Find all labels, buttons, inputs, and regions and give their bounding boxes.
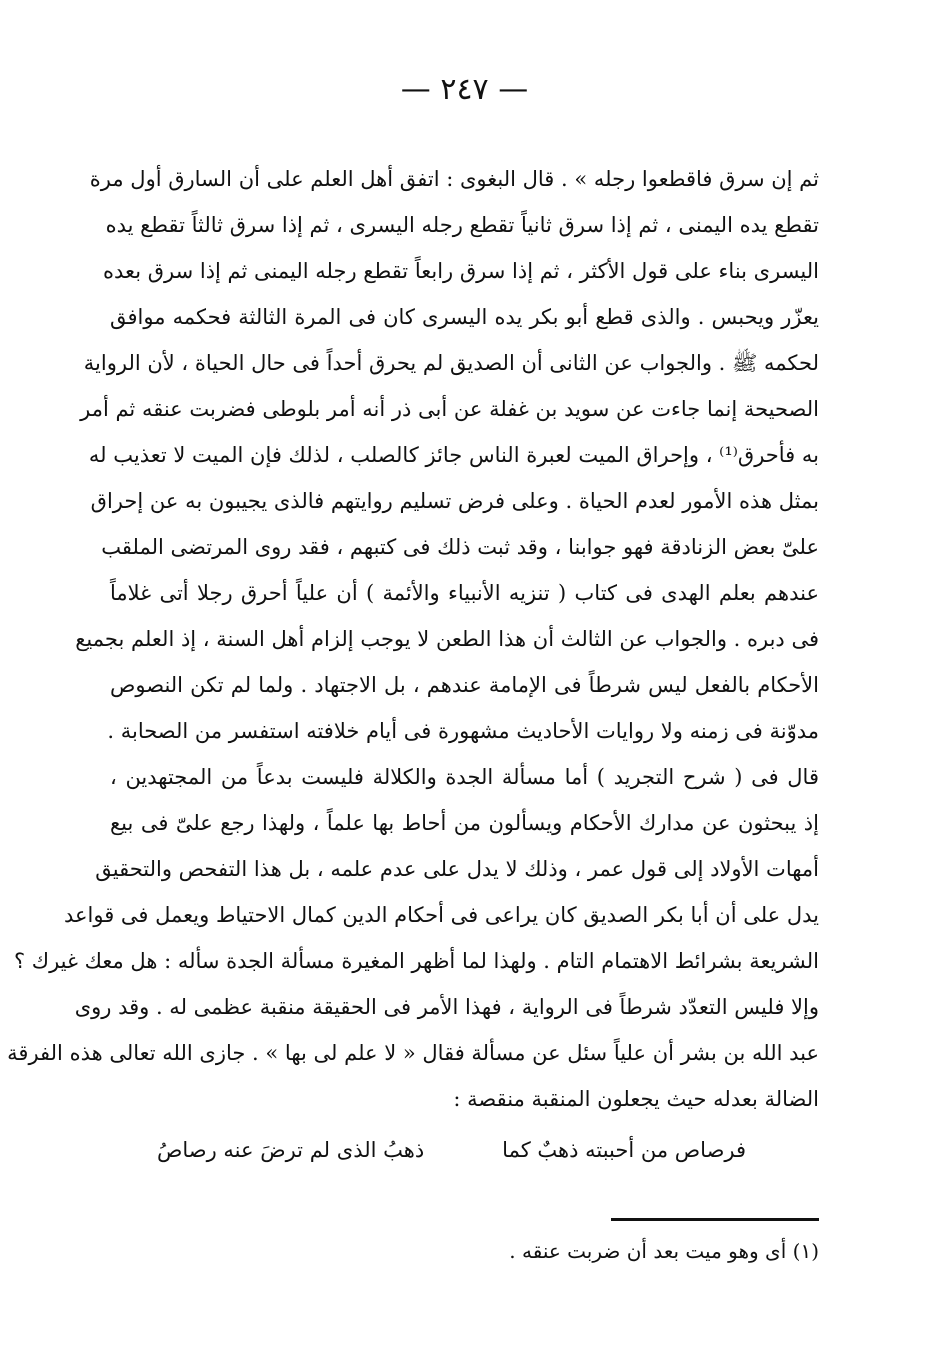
text-line: مدوّنة فى زمنه ولا روايات الأحاديث مشهورة فى أيام خلافته استفسر من الصحابة . <box>107 719 819 743</box>
poem-second-hemistich: ذهبُ الذى لم ترضَ عنه رصاصُ <box>156 1138 425 1162</box>
text-line: عبد الله بن بشر أن علياً سئل عن مسألة فقال « لا علم لى بها » . جازى الله تعالى هذه الفرقة <box>7 1041 819 1065</box>
page-number: — ٢٤٧ — <box>400 72 529 107</box>
text-line: أمهات الأولاد إلى قول عمر ، وذلك لا يدل على عدم علمه ، بل هذا التفحص والتحقيق <box>95 857 819 881</box>
text-line: الشريعة بشرائط الاهتمام التام . ولهذا لما أظهر المغيرة مسألة الجدة سأله : هل معك غيرك ؟ <box>13 949 819 973</box>
poem-verse <box>110 1122 819 1178</box>
poem-first-hemistich: فرصاص من أحببته ذهبٌ كما <box>502 1138 747 1162</box>
text-line: إذ يبحثون عن مدارك الأحكام ويسألون من أحاط بها علماً ، ولهذا رجع علىّ فى بيع <box>110 811 819 835</box>
body-text <box>7 156 819 1122</box>
text-line: الصحيحة إنما جاءت عن سويد بن غفلة عن أبى ذر أنه أمر بلوطى فضربت عنقه ثم أمر <box>80 397 819 421</box>
text-line: الضالة بعدله حيث يجعلون المنقبة منقصة : <box>453 1087 819 1111</box>
footnote: (١) أى وهو ميت بعد أن ضربت عنقه . <box>509 1239 819 1263</box>
text-line: بمثل هذه الأمور لعدم الحياة . وعلى فرض تسليم روايتهم فالذى يجيبون به عن إحراق <box>90 489 819 513</box>
text-line: اليسرى بناء على قول الأكثر ، ثم إذا سرق رابعاً تقطع رجله اليمنى ثم إذا سرق بعده <box>103 259 819 283</box>
text-line: الأحكام بالفعل ليس شرطاً فى الإمامة عندهم ، بل الاجتهاد . ولما لم تكن النصوص <box>110 673 819 697</box>
text-line: به فأحرق⁽¹⁾ ، وإحراق الميت لعبرة الناس جائز كالصلب ، لذلك فإن الميت لا تعذيب له <box>88 443 819 467</box>
text-line: قال فى ( شرح التجريد ) أما مسألة الجدة والكلالة فليست بدعاً من المجتهدين ، <box>110 765 819 789</box>
text-line: وإلا فليس التعدّد شرطاً فى الرواية ، فهذا الأمر فى الحقيقة منقبة عظمى له . وقد روى <box>74 995 819 1019</box>
text-line: يعزّر ويحبس . والذى قطع أبو بكر يده اليسرى كان فى المرة الثالثة فحكمه موافق <box>110 305 819 329</box>
text-line: ثم إن سرق فاقطعوا رجله » . قال البغوى : اتفق أهل العلم على أن السارق أول مرة <box>89 167 819 191</box>
text-line: يدل على أن أبا بكر الصديق كان يراعى فى أحكام الدين كمال الاحتياط ويعمل فى قواعد <box>63 903 819 927</box>
text-line: عندهم بعلم الهدى فى كتاب ( تنزيه الأنبياء والأئمة ) أن علياً أحرق رجلا أتى غلاماً <box>110 581 819 605</box>
text-line: علىّ بعض الزنادقة فهو جوابنا ، وقد ثبت ذلك فى كتبهم ، فقد روى المرتضى الملقب <box>101 535 819 559</box>
text-line: لحكمه ﷺ . والجواب عن الثانى أن الصديق لم يحرق أحداً فى حال الحياة ، لأن الرواية <box>83 351 819 375</box>
text-line: فى دبره . والجواب عن الثالث أن هذا الطعن لا يوجب إلزام أهل السنة ، إذ العلم بجميع <box>75 627 819 651</box>
text-line: تقطع يده اليمنى ، ثم إذا سرق ثانياً تقطع رجله اليسرى ، ثم إذا سرق ثالثاً تقطع يده <box>105 213 819 237</box>
footnote-divider <box>611 1218 819 1221</box>
